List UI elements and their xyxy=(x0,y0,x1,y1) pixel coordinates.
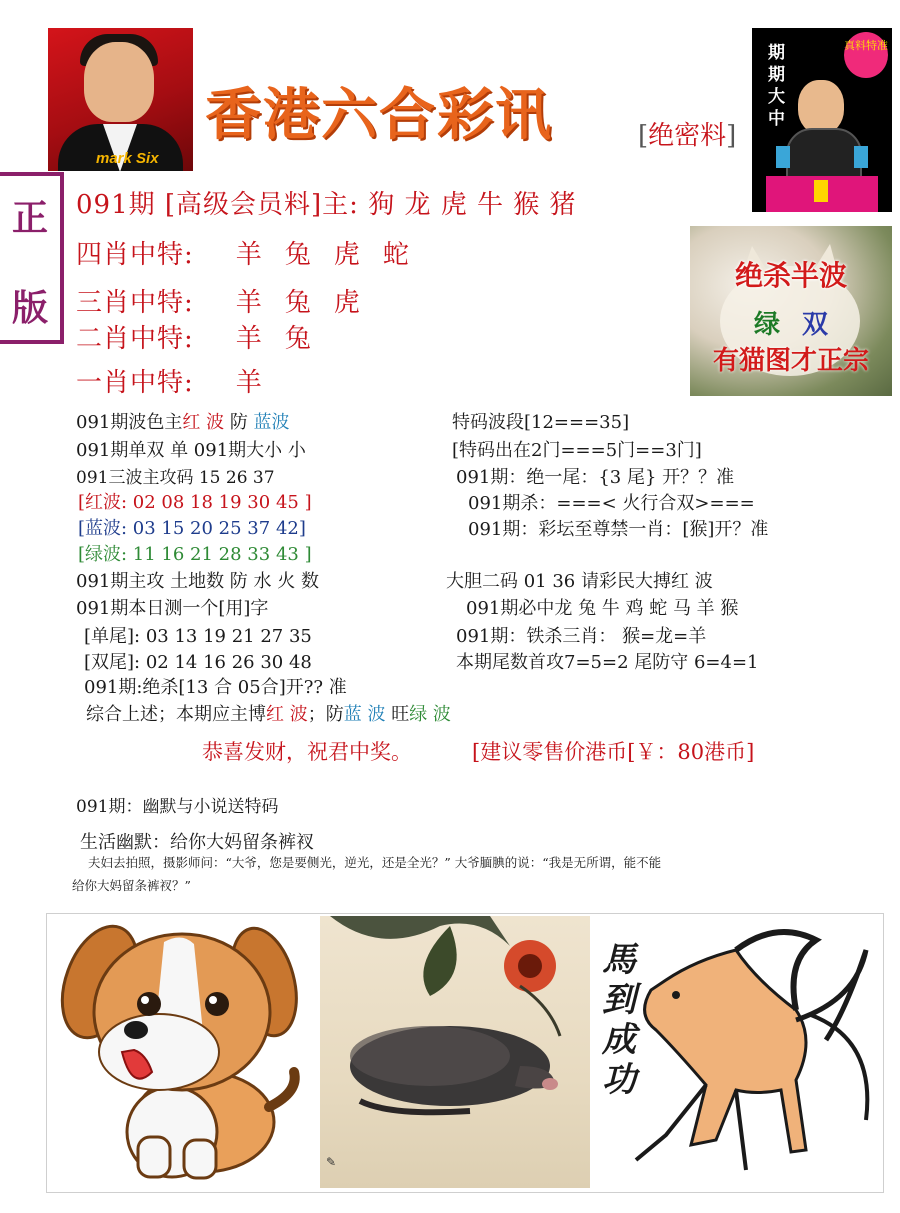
cat-text-authentic: 有猫图才正宗 xyxy=(712,346,869,376)
two-zodiac-picks: 二肖中特: 羊 兔 xyxy=(76,324,312,354)
one-zodiac-pick: 一肖中特: 羊 xyxy=(76,368,263,398)
host-photo xyxy=(48,28,193,171)
forbid-line: 091期：彩坛至尊禁一肖：[猴]开？准 xyxy=(468,519,769,540)
single-tail-line: [单尾]: 03 13 19 21 27 35 xyxy=(84,626,312,647)
red-wave-numbers: [红波: 02 08 18 19 30 45 ] xyxy=(78,492,312,513)
main-attack-line: 091期主攻 土地数 防 水 火 数 xyxy=(76,571,319,592)
three-wave-line: 091三波主攻码 15 26 37 xyxy=(76,468,275,488)
kill-combo-line: 091期:绝杀[13 合 05合]开?? 准 xyxy=(84,677,347,698)
mark-six-logo: mark Six xyxy=(96,150,159,167)
badge-char-bottom: 版 xyxy=(12,287,49,329)
humor-body-2: 给你大妈留条裤衩？” xyxy=(72,878,191,893)
door-line: [特码出在2门===5门==3门] xyxy=(452,440,702,461)
must-win-line: 091期必中龙 兔 牛 鸡 蛇 马 羊 猴 xyxy=(466,598,739,619)
four-zodiac-picks: 四肖中特: 羊 兔 虎 蛇 xyxy=(76,240,410,270)
cat-text-green-double: 绿 双 xyxy=(753,310,829,340)
boar-painting-image xyxy=(320,916,590,1188)
badge-char-top: 正 xyxy=(12,197,49,239)
humor-body-1: 夫妇去拍照，摄影师问：“大爷，您是要侧光，逆光，还是全光？” 大爷腼腆的说：“我是无所谓，能不能 xyxy=(88,855,662,870)
page-subtitle: [绝密料] xyxy=(638,121,737,151)
price-text: [建议零售价港币[￥：80港币] xyxy=(472,740,755,764)
cat-image xyxy=(690,226,892,396)
member-line: 091期 [高级会员料]主: 狗 龙 虎 牛 猴 猪 xyxy=(76,190,577,220)
congrats-text: 恭喜发财，祝君中奖。 xyxy=(202,740,412,764)
kill-three-line: 091期：铁杀三肖： 猴=龙=羊 xyxy=(456,626,707,647)
horse-calligraphy-text: 馬到成功 xyxy=(602,940,636,1100)
green-wave-numbers: [绿波: 11 16 21 28 33 43 ] xyxy=(78,544,312,565)
wave-color-line: 091期波色主红 波 防 蓝波 xyxy=(76,412,290,433)
double-tail-line: [双尾]: 02 14 16 26 30 48 xyxy=(84,652,312,673)
page-title: 香港六合彩讯 xyxy=(205,82,553,148)
photo-vertical-text: 期期大中 xyxy=(768,43,785,129)
cat-text-kill-half-wave: 绝杀半波 xyxy=(734,259,847,292)
kill-element-line: 091期杀：===< 火行合双>=== xyxy=(468,493,755,514)
char-test-line: 091期本日测一个[用]字 xyxy=(76,598,269,619)
horse-calligraphy-image xyxy=(596,920,878,1186)
humor-heading: 091期：幽默与小说送特码 xyxy=(76,797,279,817)
humor-title: 生活幽默：给你大妈留条裤衩 xyxy=(80,832,314,853)
tail-head-line: 本期尾数首攻7=5=2 尾防守 6=4=1 xyxy=(456,652,759,673)
blue-wave-numbers: [蓝波: 03 15 20 25 37 42] xyxy=(78,518,306,539)
segment-line: 特码波段[12===35] xyxy=(452,412,630,433)
three-zodiac-picks: 三肖中特: 羊 兔 虎 xyxy=(76,288,361,318)
svg-text:✎: ✎ xyxy=(326,1155,337,1169)
odd-even-line: 091期单双 单 091期大小 小 xyxy=(76,440,306,461)
cartoon-dog-image xyxy=(54,922,314,1184)
bold-two-codes-line: 大胆二码 01 36 请彩民大搏红 波 xyxy=(446,571,713,592)
edition-badge xyxy=(0,172,64,344)
tail-line: 091期：绝一尾：{3 尾} 开？？准 xyxy=(456,467,735,488)
photo-speech-bubble: 真料特准 xyxy=(844,32,888,78)
summary-line: 综合上述；本期应主博红 波；防蓝 波 旺绿 波 xyxy=(86,704,451,725)
cartoon-man-image xyxy=(752,28,892,212)
